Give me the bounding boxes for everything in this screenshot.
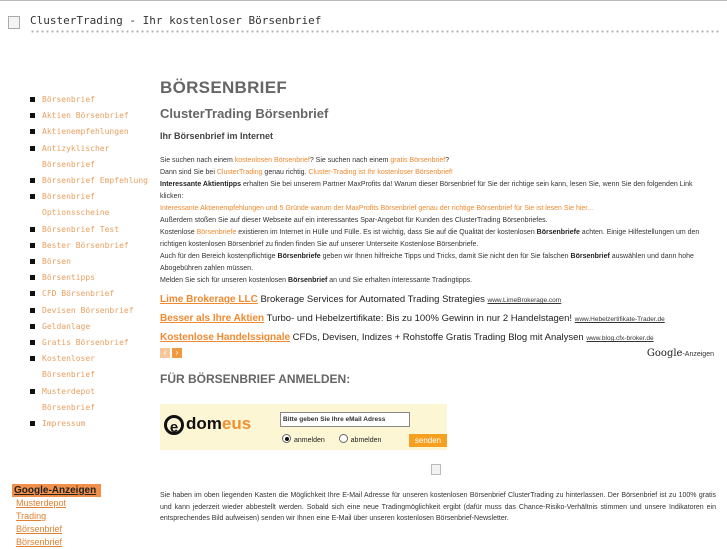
bullet-icon [30, 421, 35, 426]
sidebar-item-label: Börsenbrief Empfehlung [42, 176, 148, 186]
sidebar-item[interactable] [30, 92, 150, 108]
ad-url-aktien[interactable]: www.Hebelzertifikate-Trader.de [574, 316, 665, 323]
sidebar-item-label: Börsen [42, 257, 71, 267]
sidebar-item[interactable] [30, 108, 150, 124]
bullet-icon [30, 356, 35, 361]
sidebar-item-label: Antizyklischer Börsenbrief [42, 143, 110, 169]
bullet-icon [30, 243, 35, 248]
sidebar-google-ads [12, 484, 148, 549]
link-kostenlosen-boersenbrief[interactable]: kostenlosen Börsenbrief [234, 157, 310, 164]
subscribe-label: anmelden [294, 437, 325, 444]
intro-line-2: Dann sind Sie bei ClusterTrading genau richtig. Cluster-Trading ist Ihr kostenloser Börsenbrief! [160, 169, 453, 176]
intro-line-7: Auch für den Bereich kostenpflichtige Börsenbriefe geben wir Ihnen hilfreiche Tipps und Tricks, damit Sie nicht den für Sie falschen Börsenbrief auswählen und dann hohe Abogebühren zahlen müssen. [160, 253, 694, 272]
bullet-icon [30, 194, 35, 199]
bottom-description: Sie haben im oben liegenden Kasten die Möglichkeit Ihre E-Mail Adresse für unseren kostenlosen Börsenbrief ClusterTrading zu hinterlassen. Der Börsenbrief ist zu 100% gratis und kann jederzeit wieder abbestellt werden. Sobald sich eine neue Tradingmöglichkeit ergibt (dafür muss das Chance-Risiko-Verhältnis stimmen und unsere Indikatoren ein entsprechendes Bild aufweisen) senden wir Ihnen eine E-Mail über unseren kostenlosen Börsenbrief-Newsletter. [160, 492, 716, 522]
sidebar-item-label: Kostenloser Börsenbrief [42, 354, 95, 380]
intro-text [160, 155, 716, 287]
sidebar-ad-link-boersenbrief-2[interactable]: Börsenbrief [16, 537, 63, 547]
ad-url-lime[interactable]: www.LimeBrokerage.com [487, 297, 562, 304]
sidebar-item-label: Börsenbrief Test [42, 224, 120, 234]
ad-row-lime: Lime Brokerage LLC Brokerage Services for Automated Trading Strategies www.LimeBrokerage.com [160, 294, 562, 305]
sidebar-item-label: Musterdepot Börsenbrief [42, 386, 95, 412]
ad-title-lime[interactable]: Lime Brokerage LLC [160, 294, 258, 305]
signup-box [160, 404, 447, 450]
sidebar-ad-link-boersenbrief[interactable]: Börsenbrief [16, 524, 63, 534]
sidebar-item-label: CFD Börsenbrief [42, 289, 115, 299]
text-ads [160, 291, 716, 364]
window-top-border [0, 0, 727, 4]
sidebar-nav [30, 92, 150, 432]
link-boersenbriefe[interactable]: Börsenbriefe [196, 229, 237, 236]
site-title: ClusterTrading - Ihr kostenloser Börsenbrief [30, 14, 322, 27]
link-clustertrading[interactable]: ClusterTrading [216, 169, 263, 176]
dotted-divider [30, 30, 720, 33]
sidebar-item[interactable] [30, 222, 150, 238]
site-logo-icon [8, 16, 20, 29]
bullet-icon [30, 113, 35, 118]
signup-heading: FÜR BÖRSENBRIEF ANMELDEN: [160, 372, 351, 386]
google-logo: Google [646, 348, 683, 359]
sidebar-item[interactable] [30, 141, 150, 173]
sidebar-item[interactable] [30, 189, 150, 221]
sidebar-item-label: Börsenbrief [42, 95, 95, 104]
sidebar-item[interactable] [30, 173, 150, 189]
ad-url-handelssignale[interactable]: www.blog.cfx-broker.de [586, 335, 654, 342]
bullet-icon [30, 259, 35, 264]
sidebar-item[interactable] [30, 303, 150, 319]
sidebar-item-label: Geldanlage [42, 321, 91, 331]
sidebar-item[interactable] [30, 416, 150, 432]
page-title: BÖRSENBRIEF [160, 78, 288, 97]
intro-line-1: Sie suchen nach einem kostenlosen Börsenbrief? Sie suchen nach einem gratis Börsenbrief? [160, 157, 450, 164]
ad-navigation [160, 348, 716, 364]
unsubscribe-radio[interactable] [339, 434, 348, 443]
ad-next-button[interactable]: › [172, 348, 182, 358]
sidebar-item[interactable] [30, 351, 150, 383]
section-heading: Ihr Börsenbrief im Internet [160, 131, 274, 141]
sidebar-ad-link-trading[interactable]: Trading [16, 511, 47, 521]
sidebar-ads-title[interactable]: Google-Anzeigen [12, 484, 101, 497]
sidebar-item[interactable] [30, 124, 150, 140]
sidebar-item[interactable] [30, 286, 150, 302]
bullet-icon [30, 291, 35, 296]
sidebar-item-label: Aktienempfehlungen [42, 127, 129, 137]
bullet-icon [30, 324, 35, 329]
sidebar-item[interactable] [30, 384, 150, 416]
sidebar-item-label: Gratis Börsenbrief [42, 338, 129, 348]
email-field[interactable]: Bitte geben Sie Ihre eMail Adress [280, 412, 410, 427]
intro-line-4 [160, 203, 716, 215]
sidebar-item-label: Devisen Börsenbrief [42, 305, 134, 315]
ad-prev-button[interactable]: ‹ [160, 348, 170, 358]
bullet-icon [30, 340, 35, 345]
sidebar-item-label: Börsenbrief Optionsscheine [42, 192, 110, 218]
bullet-icon [30, 227, 35, 232]
sidebar-item-label: Bester Börsenbrief [42, 240, 129, 250]
intro-line-5: Außerdem stoßen Sie auf dieser Webseite auf ein interessantes Spar-Angebot für Kunden des ClusterTrading Börsenbriefes. [160, 217, 548, 224]
sidebar-item[interactable] [30, 254, 150, 270]
ad-row-handelssignale: Kostenlose Handelssignale CFDs, Devisen, Indizes + Rohstoffe Gratis Trading Blog mit Analysen www.blog.cfx-broker.de [160, 332, 654, 343]
sidebar-item-label: Börsentipps [42, 273, 95, 283]
sidebar-item[interactable] [30, 319, 150, 335]
send-button[interactable]: senden [409, 434, 447, 447]
intro-line-3: Interessante Aktientipps erhalten Sie bei unserem Partner MaxProfits da! Warum dieser Börsenbrief für Sie der richtige sein kann, lesen Sie, wenn Sie den folgenden Link klicken: [160, 181, 693, 200]
bullet-icon [30, 97, 35, 102]
bullet-icon [30, 308, 35, 313]
page-subtitle: ClusterTrading Börsenbrief [160, 106, 329, 121]
bullet-icon [30, 146, 35, 151]
google-ads-label[interactable]: Google-Anzeigen [646, 348, 714, 359]
bullet-icon [30, 275, 35, 280]
ad-row-aktien: Besser als Ihre Aktien Turbo- und Hebelzertifikate: Bis zu 100% Gewinn in nur 2 Handelstagen! www.Hebelzertifikate-Trader.de [160, 313, 665, 324]
link-gratis-boersenbrief[interactable]: gratis Börsenbrief [390, 157, 446, 164]
sidebar-item[interactable] [30, 238, 150, 254]
bullet-icon [30, 129, 35, 134]
subscription-options [282, 434, 381, 444]
sidebar-ad-link-musterdepot[interactable]: Musterdepot [16, 498, 67, 508]
ad-title-handelssignale[interactable]: Kostenlose Handelssignale [160, 332, 291, 343]
intro-line-6: Kostenlose Börsenbriefe existieren im Internet in Hülle und Fülle. Es ist wichtig, dass Sie auf die Qualität der kostenlosen Börsenbriefe achten. Einige Hilfestellungen um den richtigen kostenlosen Börsenbrief zu finden finden Sie auf unserer Unterseite Kostenlose Börsenbriefe. [160, 229, 700, 248]
subscribe-radio[interactable] [282, 434, 291, 443]
domeus-logo: e domeus [164, 414, 251, 435]
intro-line-8: Melden Sie sich für unseren kostenlosen Börsenbrief an und Sie erhalten interessante Tradingtipps. [160, 277, 473, 284]
unsubscribe-label: abmelden [350, 437, 382, 444]
sidebar-item-label: Aktien Börsenbrief [42, 111, 129, 121]
bullet-icon [30, 178, 35, 183]
bullet-icon [30, 389, 35, 394]
sidebar-item-label: Impressum [42, 419, 86, 429]
link-cluster-trading[interactable]: Cluster-Trading ist Ihr kostenloser Börsenbrief! [308, 169, 453, 176]
main-content [160, 78, 716, 386]
sidebar-item[interactable] [30, 335, 150, 351]
image-placeholder-icon [431, 464, 441, 475]
ad-title-aktien[interactable]: Besser als Ihre Aktien [160, 313, 265, 324]
sidebar-list [30, 92, 150, 432]
link-aktienempfehlungen[interactable]: Interessante Aktienempfehlungen und 5 Gründe warum der MaxProfits Börsenbrief genau der richtige Börsenbrief für Sie ist lesen Sie hier... [160, 205, 594, 212]
sidebar-item[interactable] [30, 270, 150, 286]
header [8, 14, 720, 38]
